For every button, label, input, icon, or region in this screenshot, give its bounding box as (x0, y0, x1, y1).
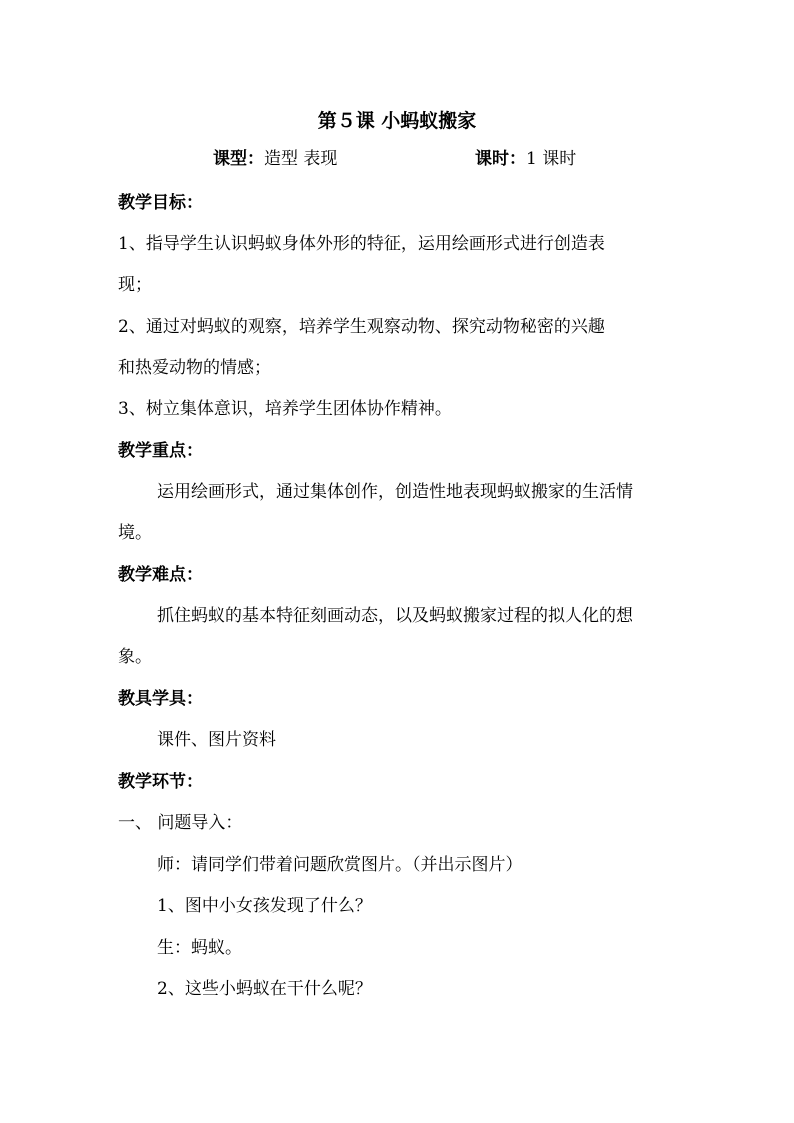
process-section-1: 一、 问题导入： (118, 813, 243, 833)
process-answer-1: 生：蚂蚁。 (157, 938, 242, 958)
lesson-type-label: 课型： (213, 149, 264, 169)
page-title: 第５课 小蚂蚁搬家 (317, 110, 477, 132)
process-heading: 教学环节： (118, 772, 203, 792)
key-points-line-1: 运用绘画形式，通过集体创作，创造性地表现蚂蚁搬家的生活情 (157, 482, 633, 502)
lesson-hours-label: 课时： (475, 149, 526, 169)
objective-2-line-2: 和热爱动物的情感； (118, 358, 271, 378)
lesson-type-value: 造型 表现 (264, 149, 338, 169)
objective-2-line-1: 2、通过对蚂蚁的观察，培养学生观察动物、探究动物秘密的兴趣 (118, 317, 605, 337)
process-question-2: 2、这些小蚂蚁在干什么呢？ (157, 979, 372, 999)
process-question-1: 1、图中小女孩发现了什么？ (157, 896, 372, 916)
objective-1-line-2: 现； (118, 275, 152, 295)
objective-3: 3、树立集体意识，培养学生团体协作精神。 (118, 399, 452, 419)
tools-heading: 教具学具： (118, 689, 203, 709)
difficulties-line-1: 抓住蚂蚁的基本特征刻画动态，以及蚂蚁搬家过程的拟人化的想 (157, 606, 633, 626)
key-points-line-2: 境。 (118, 523, 152, 543)
tools-content: 课件、图片资料 (157, 730, 276, 750)
lesson-type (213, 148, 337, 170)
key-points-heading: 教学重点： (118, 441, 203, 461)
lesson-hours-value: 1 课时 (526, 149, 577, 169)
lesson-hours (475, 148, 576, 170)
objective-1-line-1: 1、指导学生认识蚂蚁身体外形的特征，运用绘画形式进行创造表 (118, 234, 605, 254)
process-teacher-line: 师：请同学们带着问题欣赏图片。（并出示图片） (157, 855, 523, 875)
difficulties-heading: 教学难点： (118, 565, 203, 585)
objectives-heading: 教学目标： (118, 193, 203, 213)
difficulties-line-2: 象。 (118, 647, 152, 667)
